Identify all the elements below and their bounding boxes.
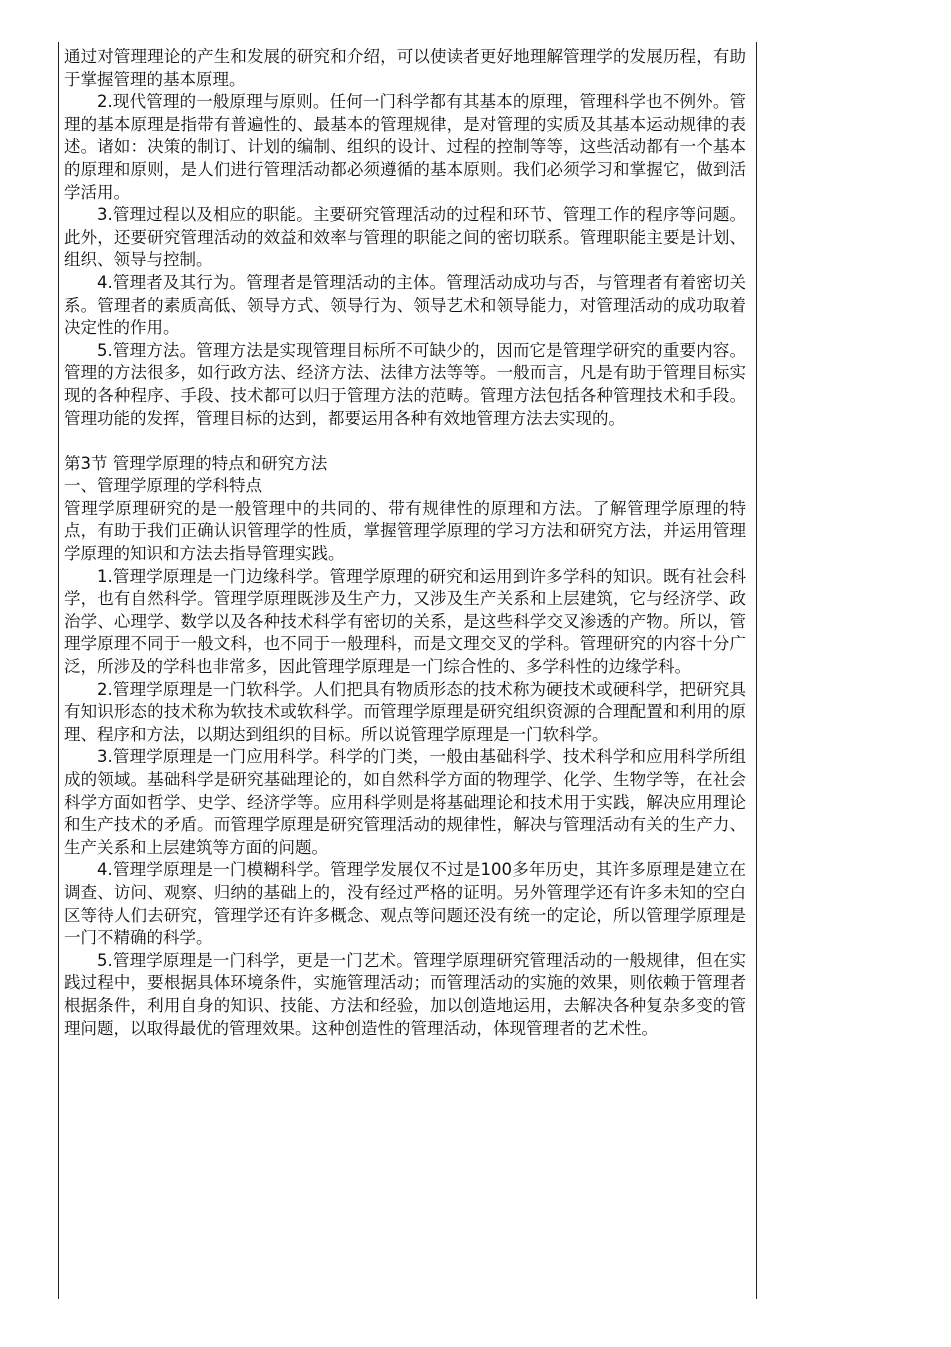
document-body [64, 46, 746, 1040]
process-paragraph: 3.管理过程以及相应的职能。主要研究管理活动的过程和环节、管理工作的程序等问题。此外，还要研究管理活动的效益和效率与管理的职能之间的密切联系。管理职能主要是计划、组织、领导与控制。 [64, 205, 746, 270]
applied-science-paragraph: 3.管理学原理是一门应用科学。科学的门类，一般由基础科学、技术科学和应用科学所组成的领域。基础科学是研究基础理论的，如自然科学方面的物理学、化学、生物学等，在社会科学方面如哲学、史学、经济学等。应用科学则是将基础理论和技术用于实践，解决应用理论和生产技术的矛盾。而管理学原理是研究管理活动的规律性，解决与管理活动有关的生产力、生产关系和上层建筑等方面的问题。 [64, 747, 746, 857]
fuzzy-science-paragraph: 4.管理学原理是一门模糊科学。管理学发展仅不过是100多年历史，其许多原理是建立在调查、访问、观察、归纳的基础上的，没有经过严格的证明。另外管理学还有许多未知的空白区等待人们去研究，管理学还有许多概念、观点等问题还没有统一的定论，所以管理学原理是一门不精确的科学。 [64, 860, 746, 948]
intro-paragraph: 管理学原理研究的是一般管理中的共同的、带有规律性的原理和方法。了解管理学原理的特点，有助于我们正确认识管理学的性质，掌握管理学原理的学习方法和研究方法，并运用管理学原理的知识和方法去指导管理实践。 [64, 498, 746, 564]
edge-science-paragraph: 1.管理学原理是一门边缘科学。管理学原理的研究和运用到许多学科的知识。既有社会科学，也有自然科学。管理学原理既涉及生产力，又涉及生产关系和上层建筑，它与经济学、政治学、心理学、数学以及各种技术科学有密切的关系，是这些科学交叉渗透的产物。所以，管理学原理不同于一般文科，也不同于一般理科，而是文理交叉的学科。管理研究的内容十分广泛，所涉及的学科也非常多，因此管理学原理是一门综合性的、多学科性的边缘学科。 [64, 566, 746, 677]
art-science-paragraph: 5.管理学原理是一门科学，更是一门艺术。管理学原理研究管理活动的一般规律，但在实践过程中，要根据具体环境条件，实施管理活动；而管理活动的实施的效果，则依赖于管理者根据条件，利用自身的知识、技能、方法和经验，加以创造地运用，去解决各种复杂多变的管理问题，以取得最优的管理效果。这种创造性的管理活动，体现管理者的艺术性。 [64, 950, 746, 1038]
left-border-line [58, 42, 59, 1299]
section-spacer [64, 430, 746, 453]
subsection-title: 一、管理学原理的学科特点 [64, 476, 262, 496]
manager-paragraph: 4.管理者及其行为。管理者是管理活动的主体。管理活动成功与否，与管理者有着密切关系。管理者的素质高低、领导方式、领导行为、领导艺术和领导能力，对管理活动的成功取着决定性的作用。 [64, 272, 746, 338]
soft-science-paragraph: 2.管理学原理是一门软科学。人们把具有物质形态的技术称为硬技术或硬科学，把研究具有知识形态的技术称为软技术或软科学。而管理学原理是研究组织资源的合理配置和利用的原理、程序和方法，以期达到组织的目标。所以说管理学原理是一门软科学。 [64, 679, 746, 744]
principles-paragraph: 2.现代管理的一般原理与原则。任何一门科学都有其基本的原理，管理科学也不例外。管理的基本原理是指带有普遍性的、最基本的管理规律，是对管理的实质及其基本运动规律的表述。诸如：决策的制订、计划的编制、组织的设计、过程的控制等等，这些活动都有一个基本的原理和原则，是人们进行管理活动都必须遵循的基本原则。我们必须学习和掌握它，做到活学活用。 [64, 92, 746, 202]
right-border-line [756, 42, 757, 1299]
section-title: 第3节 管理学原理的特点和研究方法 [64, 453, 328, 473]
continuation-paragraph: 通过对管理理论的产生和发展的研究和介绍，可以使读者更好地理解管理学的发展历程，有助于掌握管理的基本原理。 [64, 47, 746, 89]
methods-paragraph: 5.管理方法。管理方法是实现管理目标所不可缺少的，因而它是管理学研究的重要内容。管理的方法很多，如行政方法、经济方法、法律方法等等。一般而言，凡是有助于管理目标实现的各种程序、手段、技术都可以归于管理方法的范畴。管理方法包括各种管理技术和手段。管理功能的发挥，管理目标的达到，都要运用各种有效地管理方法去实现的。 [64, 340, 746, 428]
